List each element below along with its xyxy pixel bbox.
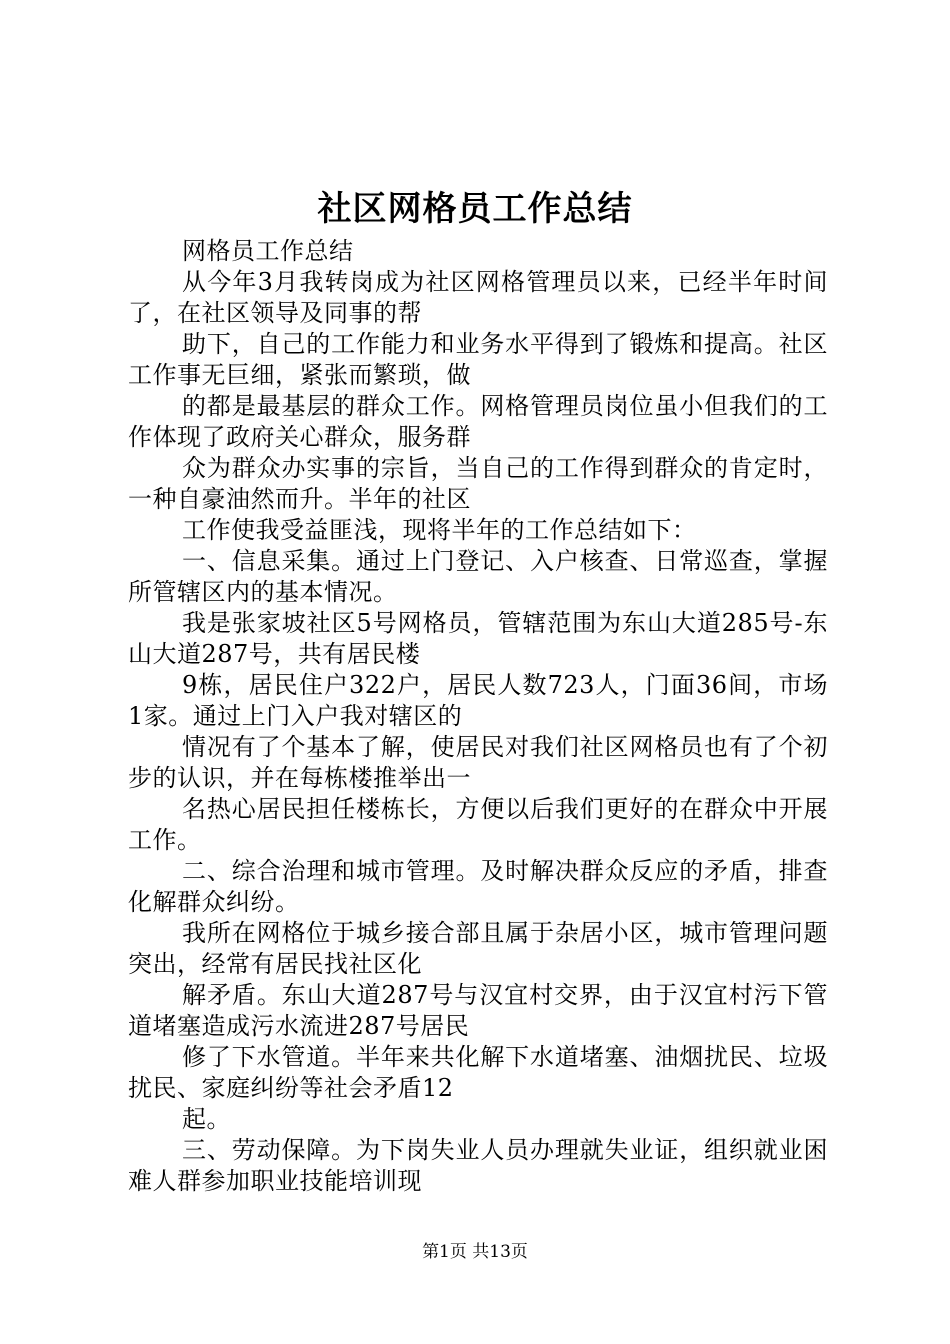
paragraph: 解矛盾。东山大道287号与汉宜村交界，由于汉宜村污下管道堵塞造成污水流进287号居民	[128, 981, 828, 1040]
paragraph: 名热心居民担任楼栋长，方便以后我们更好的在群众中开展工作。	[128, 795, 828, 854]
paragraph: 9栋，居民住户322户，居民人数723人，门面36间，市场1家。通过上门入户我对辖区的	[128, 671, 828, 730]
paragraph: 工作使我受益匪浅，现将半年的工作总结如下：	[182, 516, 697, 544]
paragraph: 从今年3月我转岗成为社区网格管理员以来，已经半年时间了，在社区领导及同事的帮	[128, 268, 828, 327]
paragraph: 二、综合治理和城市管理。及时解决群众反应的矛盾，排查化解群众纠纷。	[128, 857, 828, 916]
paragraph: 的都是最基层的群众工作。网格管理员岗位虽小但我们的工作体现了政府关心群众，服务群	[128, 392, 828, 451]
document-title: 社区网格员工作总结	[317, 189, 633, 229]
page-number-footer: 第1页 共13页	[422, 1242, 528, 1262]
paragraph: 三、劳动保障。为下岗失业人员办理就失业证，组织就业困难人群参加职业技能培训现	[128, 1136, 828, 1195]
document-body	[128, 236, 828, 1197]
paragraph: 我所在网格位于城乡接合部且属于杂居小区，城市管理问题突出，经常有居民找社区化	[128, 919, 828, 978]
paragraph: 一、信息采集。通过上门登记、入户核查、日常巡查，掌握所管辖区内的基本情况。	[128, 547, 828, 606]
paragraph: 情况有了个基本了解，使居民对我们社区网格员也有了个初步的认识，并在每栋楼推举出一	[128, 733, 828, 792]
paragraph: 助下，自己的工作能力和业务水平得到了锻炼和提高。社区工作事无巨细，紧张而繁琐，做	[128, 330, 828, 389]
paragraph: 起。	[182, 1105, 231, 1133]
paragraph: 修了下水管道。半年来共化解下水道堵塞、油烟扰民、垃圾扰民、家庭纠纷等社会矛盾12	[128, 1043, 828, 1102]
paragraph: 众为群众办实事的宗旨，当自己的工作得到群众的肯定时，一种自豪油然而升。半年的社区	[128, 454, 828, 513]
paragraph: 网格员工作总结	[182, 237, 354, 265]
paragraph: 我是张家坡社区5号网格员，管辖范围为东山大道285号-东山大道287号，共有居民楼	[128, 609, 828, 668]
